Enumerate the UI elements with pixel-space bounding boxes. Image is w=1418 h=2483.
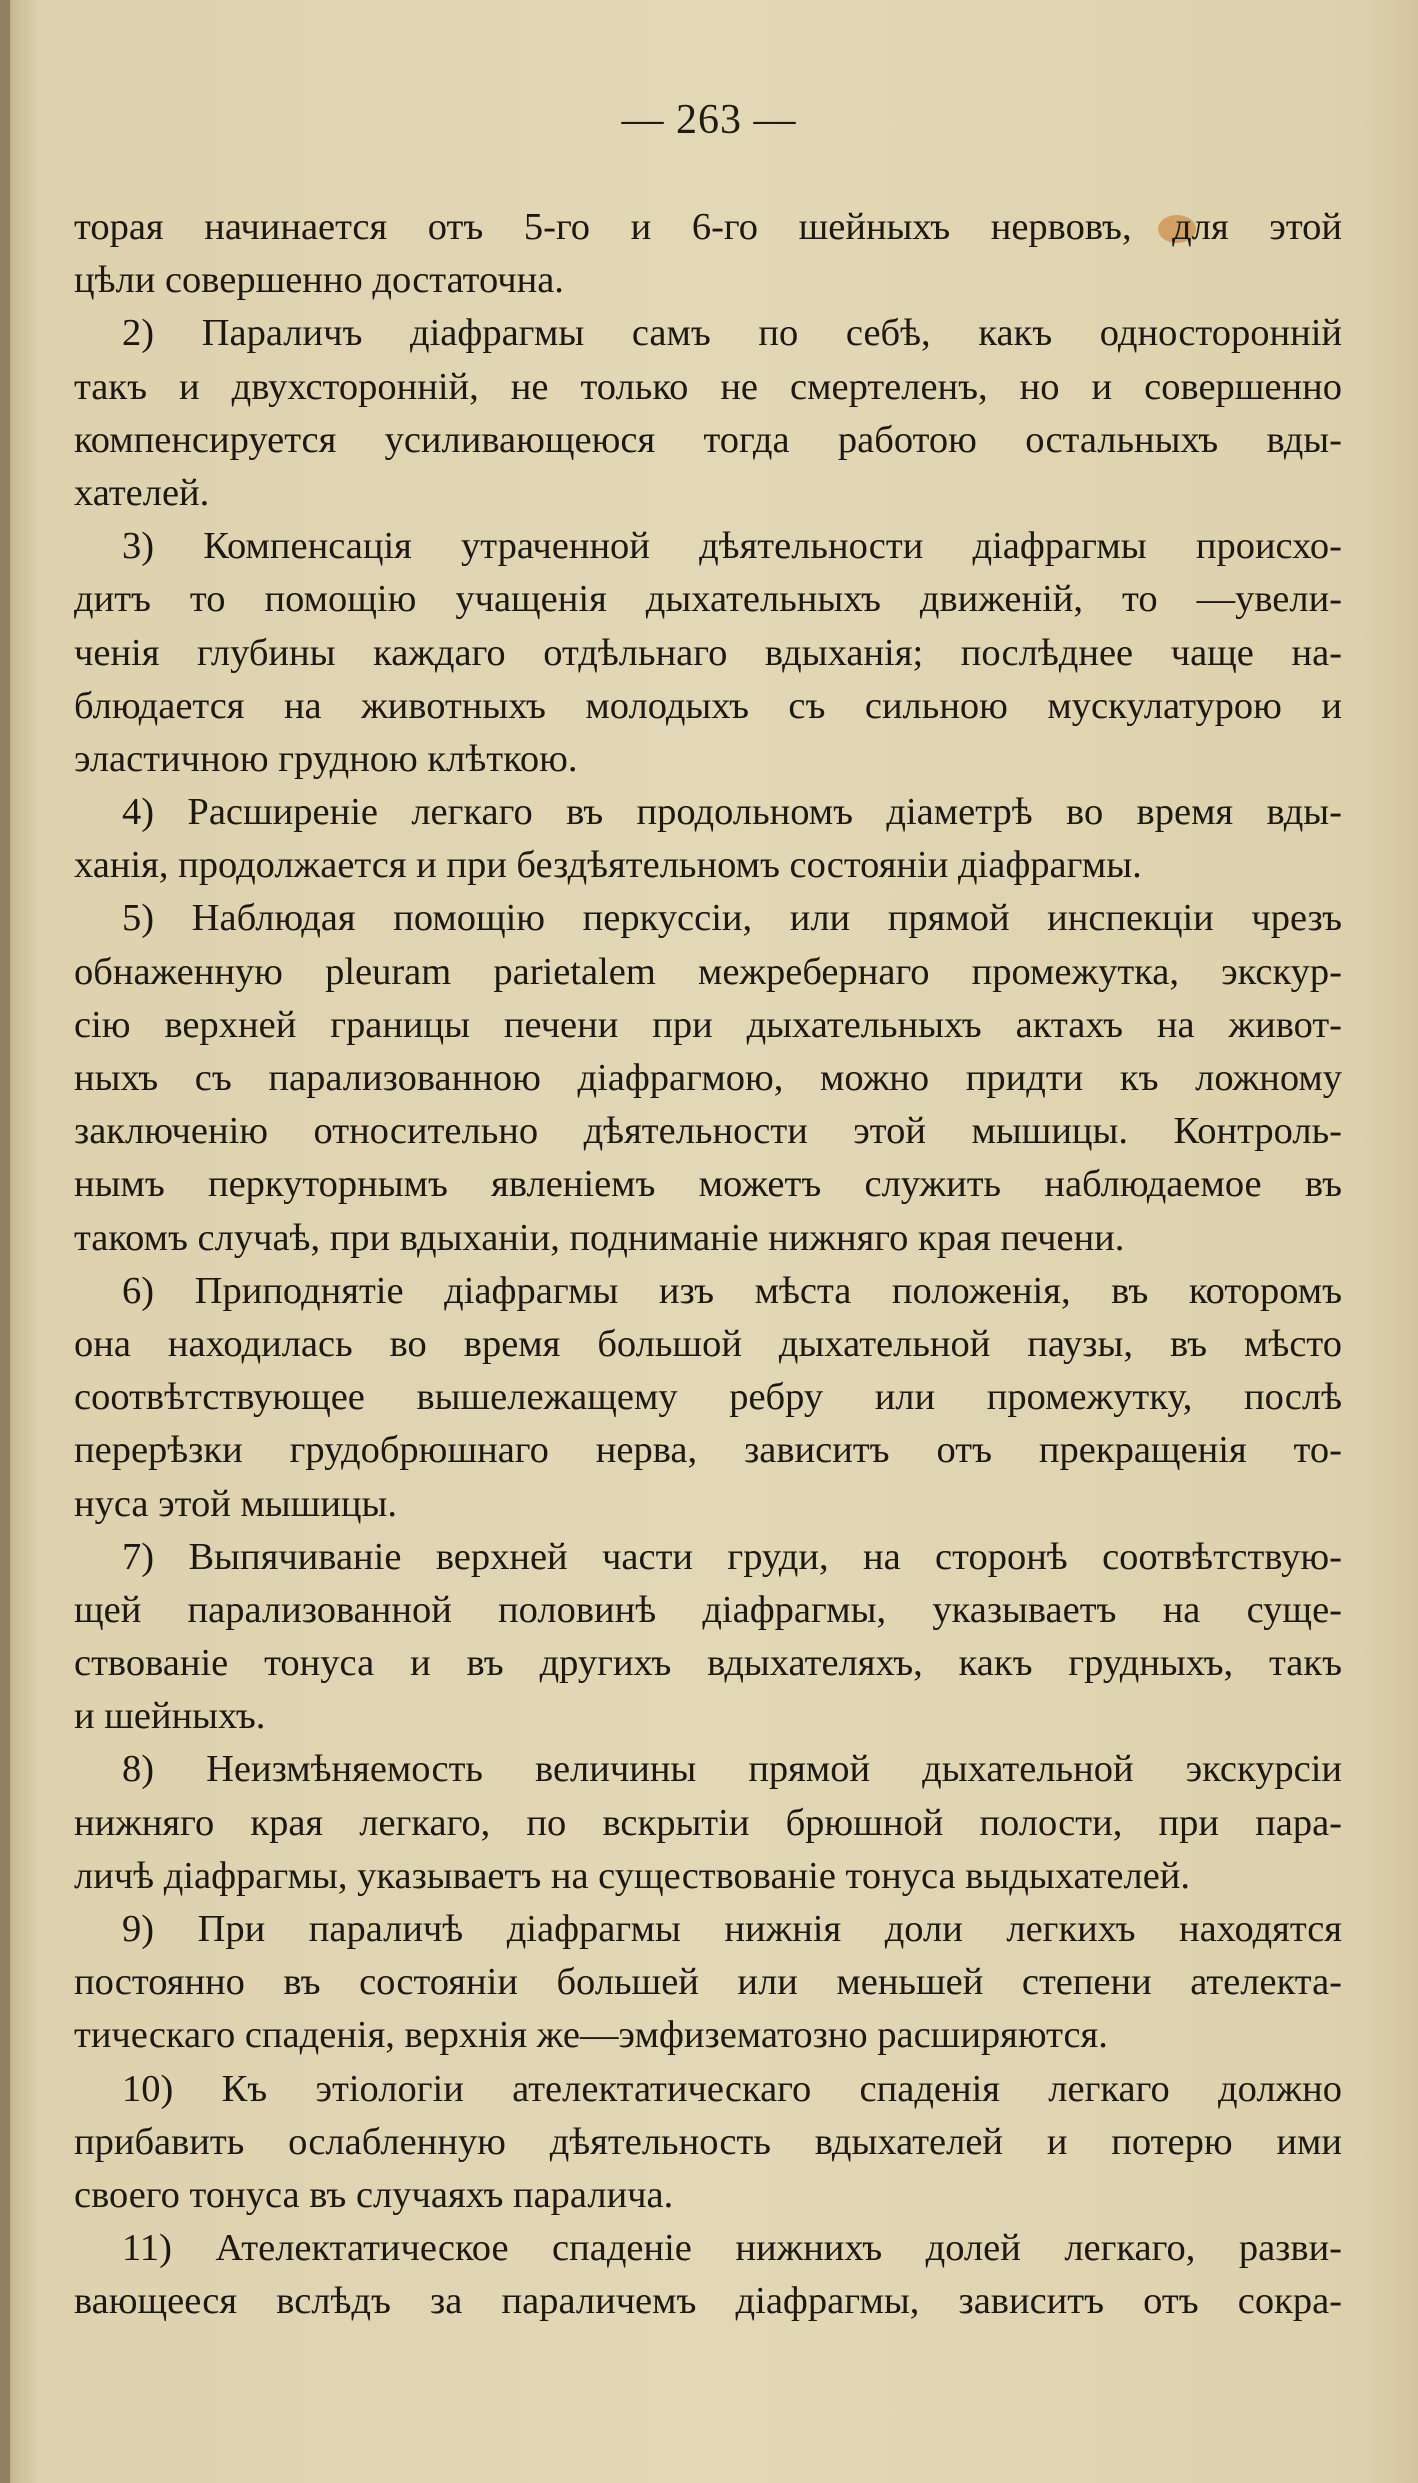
text-line: тическаго спаденія, верхнія же—эмфизематозно расширяются. <box>74 2014 1108 2057</box>
text-line: личѣ діафрагмы, указываетъ на существованіе тонуса выдыхателей. <box>74 1854 1191 1897</box>
text-line: блюдается на животныхъ молодыхъ съ сильною мускулатурою и <box>74 684 1342 727</box>
text-line: перерѣзки грудобрюшнаго нерва, зависитъ отъ прекращенія то- <box>74 1429 1342 1472</box>
text-line: соотвѣтствующее вышележащему ребру или промежутку, послѣ <box>74 1376 1342 1419</box>
page-spine-shadow <box>0 0 10 2483</box>
text-line: щей парализованной половинѣ діафрагмы, указываетъ на суще- <box>74 1588 1342 1631</box>
body-text <box>74 201 1342 2329</box>
text-line: нымъ перкуторнымъ явленіемъ можетъ служить наблюдаемое въ <box>74 1163 1342 1206</box>
text-line: заключенію относительно дѣятельности этой мышицы. Контроль- <box>74 1110 1342 1153</box>
text-line: вающееся вслѣдъ за параличемъ діафрагмы, зависитъ отъ сокра- <box>74 2280 1342 2323</box>
text-line: хателей. <box>74 471 210 514</box>
text-line: 2) Параличъ діафрагмы самъ по себѣ, какъ односторонній <box>122 312 1342 355</box>
text-line: 6) Приподнятіе діафрагмы изъ мѣста положенія, въ которомъ <box>122 1269 1342 1312</box>
text-line: ныхъ съ парализованною діафрагмою, можно придти къ ложному <box>74 1057 1342 1099</box>
text-line: и шейныхъ. <box>74 1695 266 1738</box>
text-line: 8) Неизмѣняемость величины прямой дыхательной экскурсіи <box>122 1748 1342 1791</box>
text-line: компенсируется усиливающеюся тогда работою остальныхъ вды- <box>74 418 1342 461</box>
text-line: она находилась во время большой дыхательной паузы, въ мѣсто <box>74 1322 1342 1365</box>
text-line: торая начинается отъ 5-го и 6-го шейныхъ нервовъ, для этой <box>74 206 1342 248</box>
text-line: нижняго края легкаго, по вскрытіи брюшной полости, при пара- <box>74 1801 1342 1844</box>
text-line: такъ и двухсторонній, не только не смертеленъ, но и совершенно <box>74 365 1342 408</box>
text-line: своего тонуса въ случаяхъ паралича. <box>74 2173 674 2216</box>
text-line: ханія, продолжается и при бездѣятельномъ состояніи діафрагмы. <box>74 844 1142 887</box>
text-line: 7) Выпячиваніе верхней части груди, на сторонѣ соотвѣтствую- <box>122 1535 1342 1578</box>
text-line: 10) Къ этіологіи ателектатическаго спаденія легкаго должно <box>122 2067 1342 2110</box>
text-line: ствованіе тонуса и въ другихъ вдыхателяхъ, какъ грудныхъ, такъ <box>74 1642 1342 1685</box>
text-line: 11) Ателектатическое спаденіе нижнихъ долей легкаго, разви- <box>122 2227 1342 2270</box>
text-line: 9) При параличѣ діафрагмы нижнія доли легкихъ находятся <box>122 1908 1342 1950</box>
text-line: 4) Расширеніе легкаго въ продольномъ діаметрѣ во время вды- <box>122 791 1342 834</box>
text-line: прибавить ослабленную дѣятельность вдыхателей и потерю ими <box>74 2120 1342 2163</box>
text-line: ченія глубины каждаго отдѣльнаго вдыханія; послѣднее чаще на- <box>74 631 1342 674</box>
text-line: 3) Компенсація утраченной дѣятельности діафрагмы происхо- <box>122 525 1342 568</box>
text-line: цѣли совершенно достаточна. <box>74 259 564 302</box>
text-line: 5) Наблюдая помощію перкуссіи, или прямой инспекціи чрезъ <box>122 897 1342 940</box>
text-line: эластичною грудною клѣткою. <box>74 737 578 780</box>
text-line: постоянно въ состояніи большей или меньшей степени ателекта- <box>74 1961 1342 2004</box>
text-line: нуса этой мышицы. <box>74 1482 398 1525</box>
page-number: — 263 — <box>621 97 797 143</box>
text-line: сію верхней границы печени при дыхательныхъ актахъ на живот- <box>74 1003 1342 1046</box>
text-line: обнаженную pleuram parietalem межребернаго промежутка, экскур- <box>74 950 1342 993</box>
text-line: дитъ то помощію учащенія дыхательныхъ движеній, то —увели- <box>74 578 1342 621</box>
text-line: такомъ случаѣ, при вдыханіи, подниманіе нижняго края печени. <box>74 1216 1125 1259</box>
